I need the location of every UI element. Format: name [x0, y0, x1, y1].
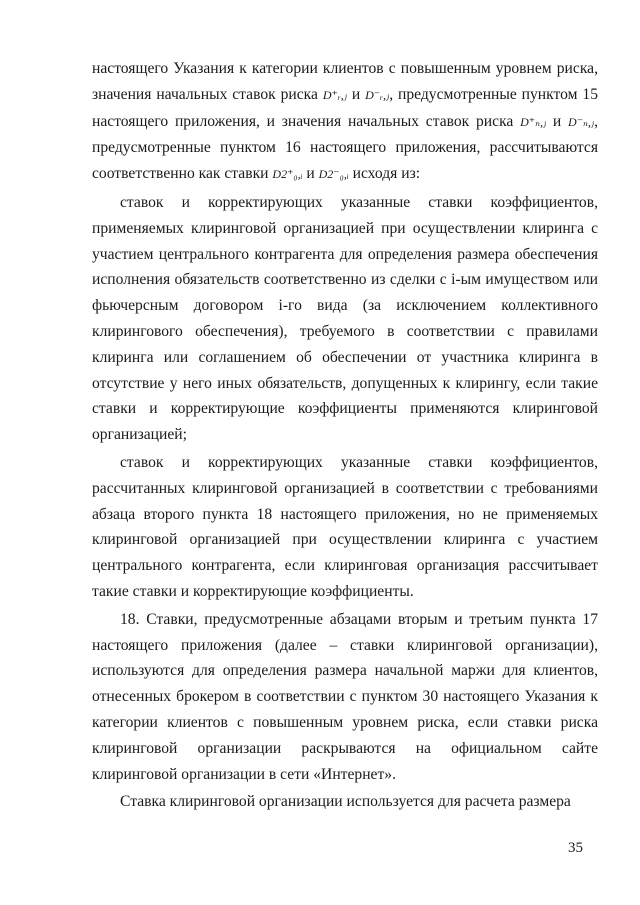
intro-text-2: , предусмотренные пунктом 15 настоящего приложения, и значения начальных ставок риска — [92, 85, 598, 130]
symbol-d2-minus: D2⁻₀,ᵢ — [318, 167, 349, 182]
intro-text-4: исходя из: — [348, 165, 421, 183]
paragraph-2: ставок и корректирующих указанные ставки коэффициентов, рассчитанных клиринговой организацией в соответствии с требованиями абзаца второго пункта 18 настоящего приложения, но не применяемых клиринговой организацией при осуществлении клиринга с участием центрального контрагента, если клиринговая организация рассчитывает такие ставки и корректирующие коэффициенты. — [92, 453, 598, 600]
conj-2: и — [546, 112, 569, 130]
conj-1: и — [346, 85, 366, 103]
symbol-d-minus-n: D⁻ₙ,ⱼ — [568, 114, 595, 129]
intro-paragraph — [92, 56, 598, 188]
symbol-d-plus-r: D⁺ᵣ,ⱼ — [322, 87, 347, 102]
paragraph-1: ставок и корректирующих указанные ставки коэффициентов, применяемых клиринговой организацией при осуществлении клиринга с участием центрального контрагента для определения размера обеспечения исполнения обязательств соответственно из сделки с i-ым имуществом или фьючерсным договором i-го вида (за исключением коллективного клирингового обеспечения), требуемого в соответствии с правилами клиринга или соглашением об обеспечении от участника клиринга в отсутствие у него иных обязательств, допущенных к клирингу, если такие ставки и корректирующие коэффициенты применяются клиринговой организацией; — [92, 193, 598, 444]
symbol-d-plus-n: D⁺ₙ,ⱼ — [520, 114, 547, 129]
conj-3: и — [302, 165, 319, 183]
symbol-d-minus-r: D⁻ᵣ,ⱼ — [365, 87, 390, 102]
intro-text-3: , предусмотренные пунктом 16 настоящего приложения, рассчитываются соответственно как ставки — [92, 112, 598, 183]
page-number: 35 — [568, 840, 583, 856]
body-text — [92, 56, 598, 815]
paragraph-3: 18. Ставки, предусмотренные абзацами вторым и третьим пункта 17 настоящего приложения (далее – ставки клиринговой организации), используются для определения размера начальной маржи для клиентов, отнесенных брокером в соответствии с пунктом 30 настоящего Указания к категории клиентов с повышенным уровнем риска, если ставки риска клиринговой организации раскрываются на официальном сайте клиринговой организации в сети «Интернет». — [92, 610, 598, 783]
symbol-d2-plus: D2⁺₀,ᵢ — [272, 167, 303, 182]
intro-text-1: настоящего Указания к категории клиентов с повышенным уровнем риска, значения начальных ставок риска — [92, 60, 598, 103]
paragraph-4: Ставка клиринговой организации используется для расчета размера — [120, 793, 571, 811]
